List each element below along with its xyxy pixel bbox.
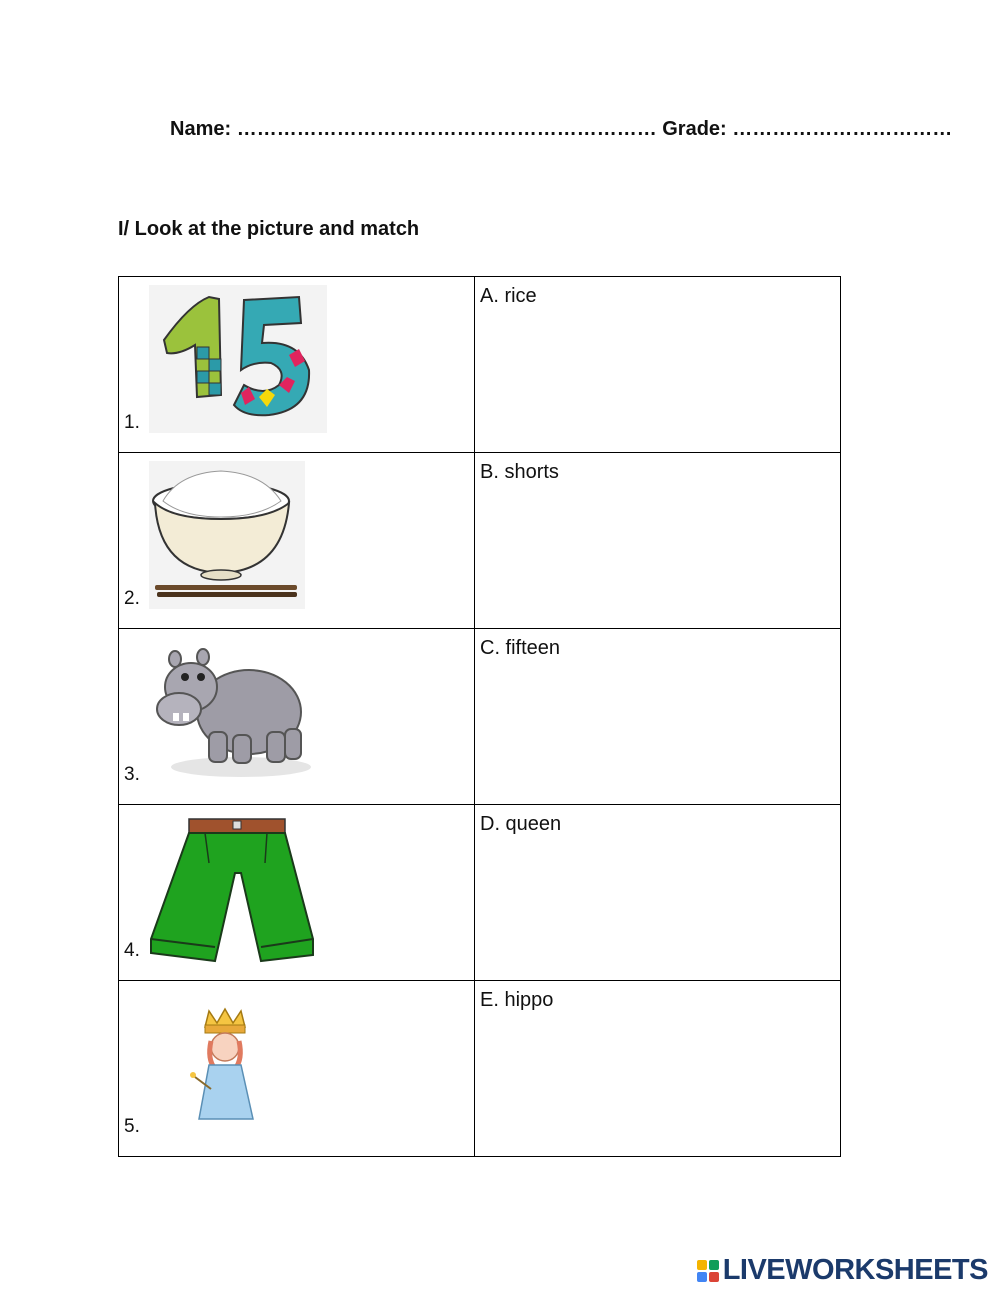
option-cell: [475, 981, 841, 1157]
table-row: [119, 629, 841, 805]
item-number: 4.: [124, 940, 140, 961]
item-number: 3.: [124, 764, 140, 785]
name-grade-line: Name: ……………………………………………………… Grade: ……………………………: [170, 118, 953, 140]
option-label: C. fifteen: [480, 637, 561, 659]
rice-bowl-icon: [149, 461, 305, 609]
picture-cell: [119, 629, 475, 805]
picture-cell: [119, 981, 475, 1157]
option-label: D. queen: [480, 813, 562, 835]
green-shorts-icon: [149, 813, 317, 963]
table-row: [119, 277, 841, 453]
hippo-icon: [149, 637, 319, 785]
option-cell: [475, 453, 841, 629]
picture-cell: [119, 277, 475, 453]
matching-table: [118, 276, 841, 1157]
table-row: [119, 981, 841, 1157]
option-cell: [475, 805, 841, 981]
option-label: E. hippo: [480, 989, 554, 1011]
picture-cell: [119, 453, 475, 629]
picture-cell: [119, 805, 475, 981]
brand-name: LIVEWORKSHEETS: [722, 1254, 988, 1286]
option-label: A. rice: [480, 285, 537, 307]
item-number: 1.: [124, 412, 140, 433]
option-label: B. shorts: [480, 461, 559, 483]
instruction-heading: I/ Look at the picture and match: [118, 218, 420, 240]
brand-blocks-icon: [697, 1260, 719, 1282]
item-number: 2.: [124, 588, 140, 609]
number-fifteen-icon: [149, 285, 327, 433]
table-row: [119, 805, 841, 981]
option-cell: [475, 629, 841, 805]
queen-icon: [149, 989, 269, 1137]
table-row: [119, 453, 841, 629]
liveworksheets-logo: [697, 1254, 988, 1287]
option-cell: [475, 277, 841, 453]
item-number: 5.: [124, 1116, 140, 1137]
